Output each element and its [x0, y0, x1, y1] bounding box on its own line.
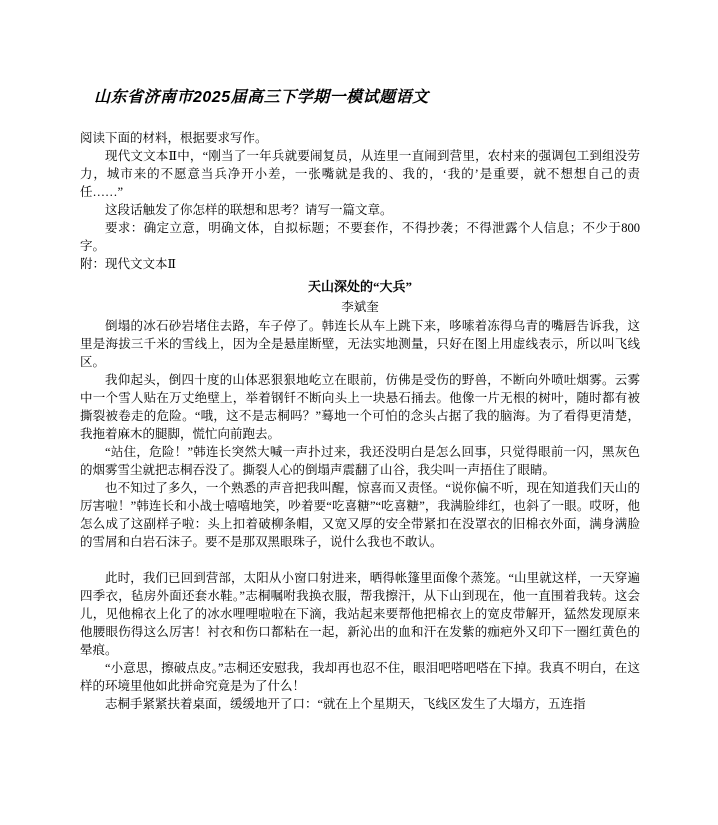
- attachment-label: 附：现代文文本Ⅱ: [80, 257, 176, 271]
- prompt-task: 这段话触发了你怎样的联想和思考？请写一篇文章。: [105, 203, 393, 217]
- story-paragraph: 倒塌的冰石砂岩堵住去路，车子停了。韩连长从车上跳下来，哆嗦着冻得乌青的嘴唇告诉我，这里是海拔三千米的雪线上，因为全是悬崖断壁，无法实地测量，只好在图上用虚线表示，所以叫飞线区。: [80, 319, 640, 369]
- story-paragraph: 志桐手紧紧扶着桌面，缓缓地开了口：“就在上个星期天，飞线区发生了大塌方，五连指: [105, 697, 586, 711]
- story-paragraph: 此时，我们已回到营部，太阳从小窗口射进来，晒得帐篷里面像个蒸笼。“山里就这样，一天穿遍四季衣，毡房外面还套水鞋。”志桐嘱咐我换衣服，帮我擦汗，从下山到现在，他一直围着我转。这会儿，见他棉衣上化了的冰水哩哩啦啦在下滴，我站起来要帮他把棉衣上的宽皮带解开，猛然发现原来他腰眼伤得这么厉害！衬衣和伤口都粘在一起，新沁出的血和汗在发紫的痂疤外又印下一圈红黄色的晕痕。: [80, 571, 640, 657]
- story-paragraph: “小意思，擦破点皮。”志桐还安慰我，我却再也忍不住，眼泪吧嗒吧嗒在下掉。我真不明白，在这样的环境里他如此拼命究竟是为了什么！: [80, 661, 640, 693]
- story-title: 天山深处的“大兵”: [307, 279, 412, 294]
- story-paragraph: “站住，危险！”韩连长突然大喊一声扑过来，我还没明白是怎么回事，只觉得眼前一闪，黑灰色的烟雾雪尘就把志桐吞没了。撕裂人心的倒塌声震翻了山谷，我尖叫一声捂住了眼睛。: [80, 445, 640, 477]
- prompt-material: 现代文文本Ⅱ中，“刚当了一年兵就要闹复员，从连里一直闹到营里，农村来的强调包工到组没劳力，城市来的不愿意当兵净开小差，一张嘴就是我的、我的，‘我的’是重要，就不想想自己的责任……”: [80, 149, 640, 199]
- story-paragraph: 我仰起头，倒四十度的山体恶狠狠地屹立在眼前，仿佛是受伤的野兽，不断向外喷吐烟雾。云雾中一个雪人贴在万丈绝壁上，举着钢钎不断向头上一块悬石捅去。他像一片无根的树叶，随时都有被撕裂被卷走的危险。“哦，这不是志桐吗？”蓦地一个可怕的念头占据了我的脑海。为了看得更清楚，我拖着麻木的腿脚，慌忙向前跑去。: [80, 373, 640, 441]
- document-title: 山东省济南市2025届高三下学期一模试题语文: [94, 89, 429, 106]
- prompt-requirements: 要求：确定立意，明确文体，自拟标题；不要套作，不得抄袭；不得泄露个人信息；不少于800字。: [80, 221, 640, 253]
- story-paragraph: 也不知过了多久，一个熟悉的声音把我叫醒，惊喜而又责怪。“说你偏不听，现在知道我们天山的厉害啦！”韩连长和小战士嘻嘻地笑，吵着要“吃喜糖”“吃喜糖”，我满脸绯红，也斜了一眼。哎呀，他怎么成了这副样子啦：头上扣着破柳条帽，又宽又厚的安全带紧扣在没罩衣的旧棉衣外面，满身满脸的雪屑和白岩石沫子。要不是那双黑眼珠子，说什么我也不敢认。: [80, 481, 640, 549]
- prompt-instruction: 阅读下面的材料，根据要求写作。: [80, 131, 268, 145]
- story-author: 李斌奎: [341, 300, 379, 314]
